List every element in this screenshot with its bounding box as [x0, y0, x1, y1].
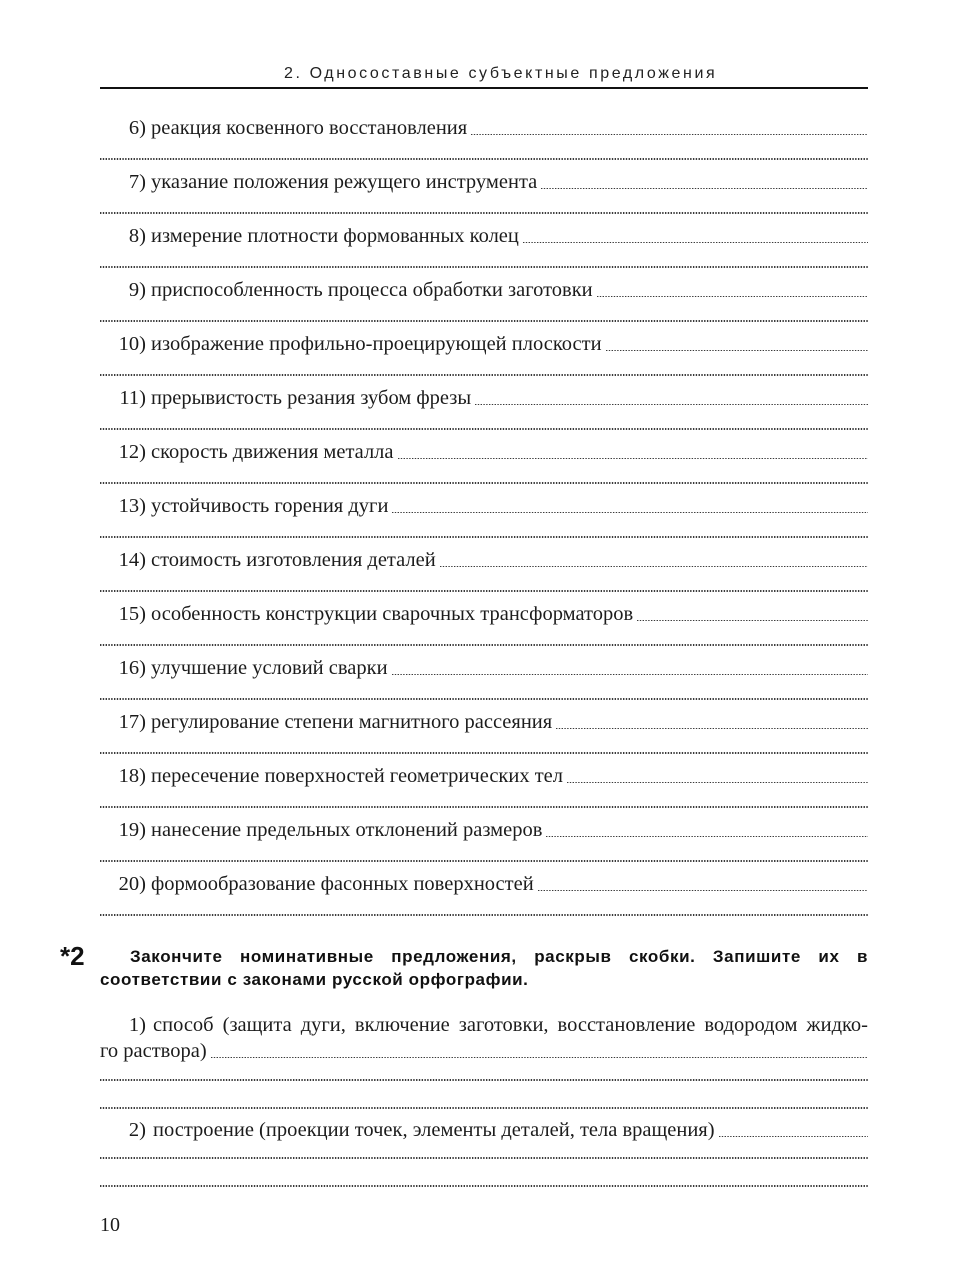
exercise-item: [100, 1012, 868, 1117]
exercise-item: [100, 493, 868, 547]
exercise-item: [100, 223, 868, 277]
exercise-2-marker: *2: [60, 941, 85, 971]
answer-leader-line: [637, 620, 868, 622]
answer-line: [100, 698, 868, 700]
item-number: 2): [128, 1119, 146, 1141]
item-number: 13): [118, 495, 146, 517]
answer-line: [100, 320, 868, 322]
item-row: [100, 223, 868, 249]
answer-leader-line: [211, 1057, 868, 1059]
instruction-line: соответствии с законами русской орфографии.: [100, 970, 529, 989]
answer-leader-line: [597, 296, 868, 298]
item-row: [100, 655, 868, 681]
header-rule: [100, 87, 868, 89]
answer-leader-line: [392, 674, 868, 676]
answer-leader-line: [440, 566, 868, 568]
item-row: [100, 871, 868, 897]
item-text-continuation: го раствора): [100, 1040, 207, 1062]
item-text: особенность конструкции сварочных трансформаторов: [151, 603, 634, 625]
item-row: [100, 1012, 868, 1038]
answer-line: [100, 644, 868, 646]
answer-leader-line: [538, 890, 868, 892]
item-text: построение (проекции точек, элементы деталей, тела вращения): [153, 1119, 715, 1141]
answer-line: [100, 1185, 868, 1187]
item-row: [100, 1117, 868, 1143]
item-text: способ (защита дуги, включение заготовки, восстановление водородом жидко-: [153, 1014, 868, 1036]
item-text: стоимость изготовления деталей: [151, 549, 436, 571]
item-text: нанесение предельных отклонений размеров: [151, 819, 543, 841]
answer-leader-line: [719, 1136, 868, 1138]
item-row: [100, 493, 868, 519]
exercise-item: [100, 169, 868, 223]
page-number: 10: [100, 1214, 120, 1236]
exercise-item: [100, 439, 868, 493]
exercise-item: [100, 709, 868, 763]
exercise-item: [100, 115, 868, 169]
answer-line: [100, 806, 868, 808]
item-number: 1): [128, 1014, 146, 1036]
answer-leader-line: [398, 458, 869, 460]
answer-line: [100, 860, 868, 862]
item-row: [100, 169, 868, 195]
item-number: 15): [118, 603, 146, 625]
exercise-2-instruction: [100, 945, 868, 991]
item-text: пересечение поверхностей геометрических тел: [151, 765, 564, 787]
answer-leader-line: [392, 512, 868, 514]
item-row: [100, 277, 868, 303]
item-number: 8): [128, 225, 146, 247]
answer-line: [100, 536, 868, 538]
item-text: реакция косвенного восстановления: [151, 117, 468, 139]
item-text: скорость движения металла: [151, 441, 394, 463]
answer-line: [100, 1079, 868, 1081]
answer-leader-line: [556, 728, 868, 730]
item-text: измерение плотности формованных колец: [151, 225, 519, 247]
exercise-item: [100, 547, 868, 601]
answer-line: [100, 374, 868, 376]
exercise-item: [100, 763, 868, 817]
exercise-item: [100, 385, 868, 439]
exercise-item: [100, 655, 868, 709]
answer-leader-line: [606, 350, 868, 352]
item-text: устойчивость горения дуги: [151, 495, 389, 517]
item-number: 12): [118, 441, 146, 463]
answer-line: [100, 266, 868, 268]
item-row: [100, 331, 868, 357]
item-row: [100, 547, 868, 573]
exercise-item: [100, 817, 868, 871]
item-number: 11): [119, 387, 146, 409]
item-number: 9): [128, 279, 146, 301]
item-number: 20): [118, 873, 146, 895]
answer-line: [100, 158, 868, 160]
answer-line: [100, 1107, 868, 1109]
answer-leader-line: [546, 836, 868, 838]
exercise-item: [100, 331, 868, 385]
item-row: [100, 115, 868, 141]
exercise-item: [100, 277, 868, 331]
item-number: 17): [118, 711, 146, 733]
item-number: 16): [118, 657, 146, 679]
item-text: регулирование степени магнитного рассеяния: [151, 711, 553, 733]
item-row: [100, 709, 868, 735]
answer-line: [100, 914, 868, 916]
answer-line: [100, 752, 868, 754]
item-row: [100, 817, 868, 843]
instruction-line: Закончите номинативные предложения, раскрыв скобки. Запишите их в: [130, 947, 868, 966]
exercise-item: [100, 601, 868, 655]
answer-leader-line: [523, 242, 868, 244]
item-text: формообразование фасонных поверхностей: [151, 873, 534, 895]
item-text: прерывистость резания зубом фрезы: [151, 387, 472, 409]
exercise-1-list: [100, 115, 868, 925]
item-row: [100, 601, 868, 627]
item-number: 10): [118, 333, 146, 355]
item-text: изображение профильно-проецирующей плоскости: [151, 333, 602, 355]
item-row: [100, 439, 868, 465]
item-row: [100, 1038, 868, 1064]
item-text: указание положения режущего инструмента: [151, 171, 538, 193]
answer-line: [100, 590, 868, 592]
answer-leader-line: [567, 782, 868, 784]
answer-line: [100, 482, 868, 484]
item-text: улучшение условий сварки: [151, 657, 388, 679]
item-row: [100, 385, 868, 411]
item-number: 18): [118, 765, 146, 787]
item-number: 6): [128, 117, 146, 139]
running-title: 2. Односоставные субъектные предложения: [284, 65, 718, 82]
answer-line: [100, 428, 868, 430]
exercise-item: [100, 871, 868, 925]
item-row: [100, 763, 868, 789]
answer-line: [100, 1157, 868, 1159]
answer-leader-line: [475, 404, 868, 406]
exercise-item: [100, 1117, 868, 1192]
item-number: 7): [128, 171, 146, 193]
answer-leader-line: [471, 134, 868, 136]
item-number: 19): [118, 819, 146, 841]
item-text: приспособленность процесса обработки заготовки: [151, 279, 593, 301]
answer-leader-line: [541, 188, 868, 190]
item-number: 14): [118, 549, 146, 571]
answer-line: [100, 212, 868, 214]
